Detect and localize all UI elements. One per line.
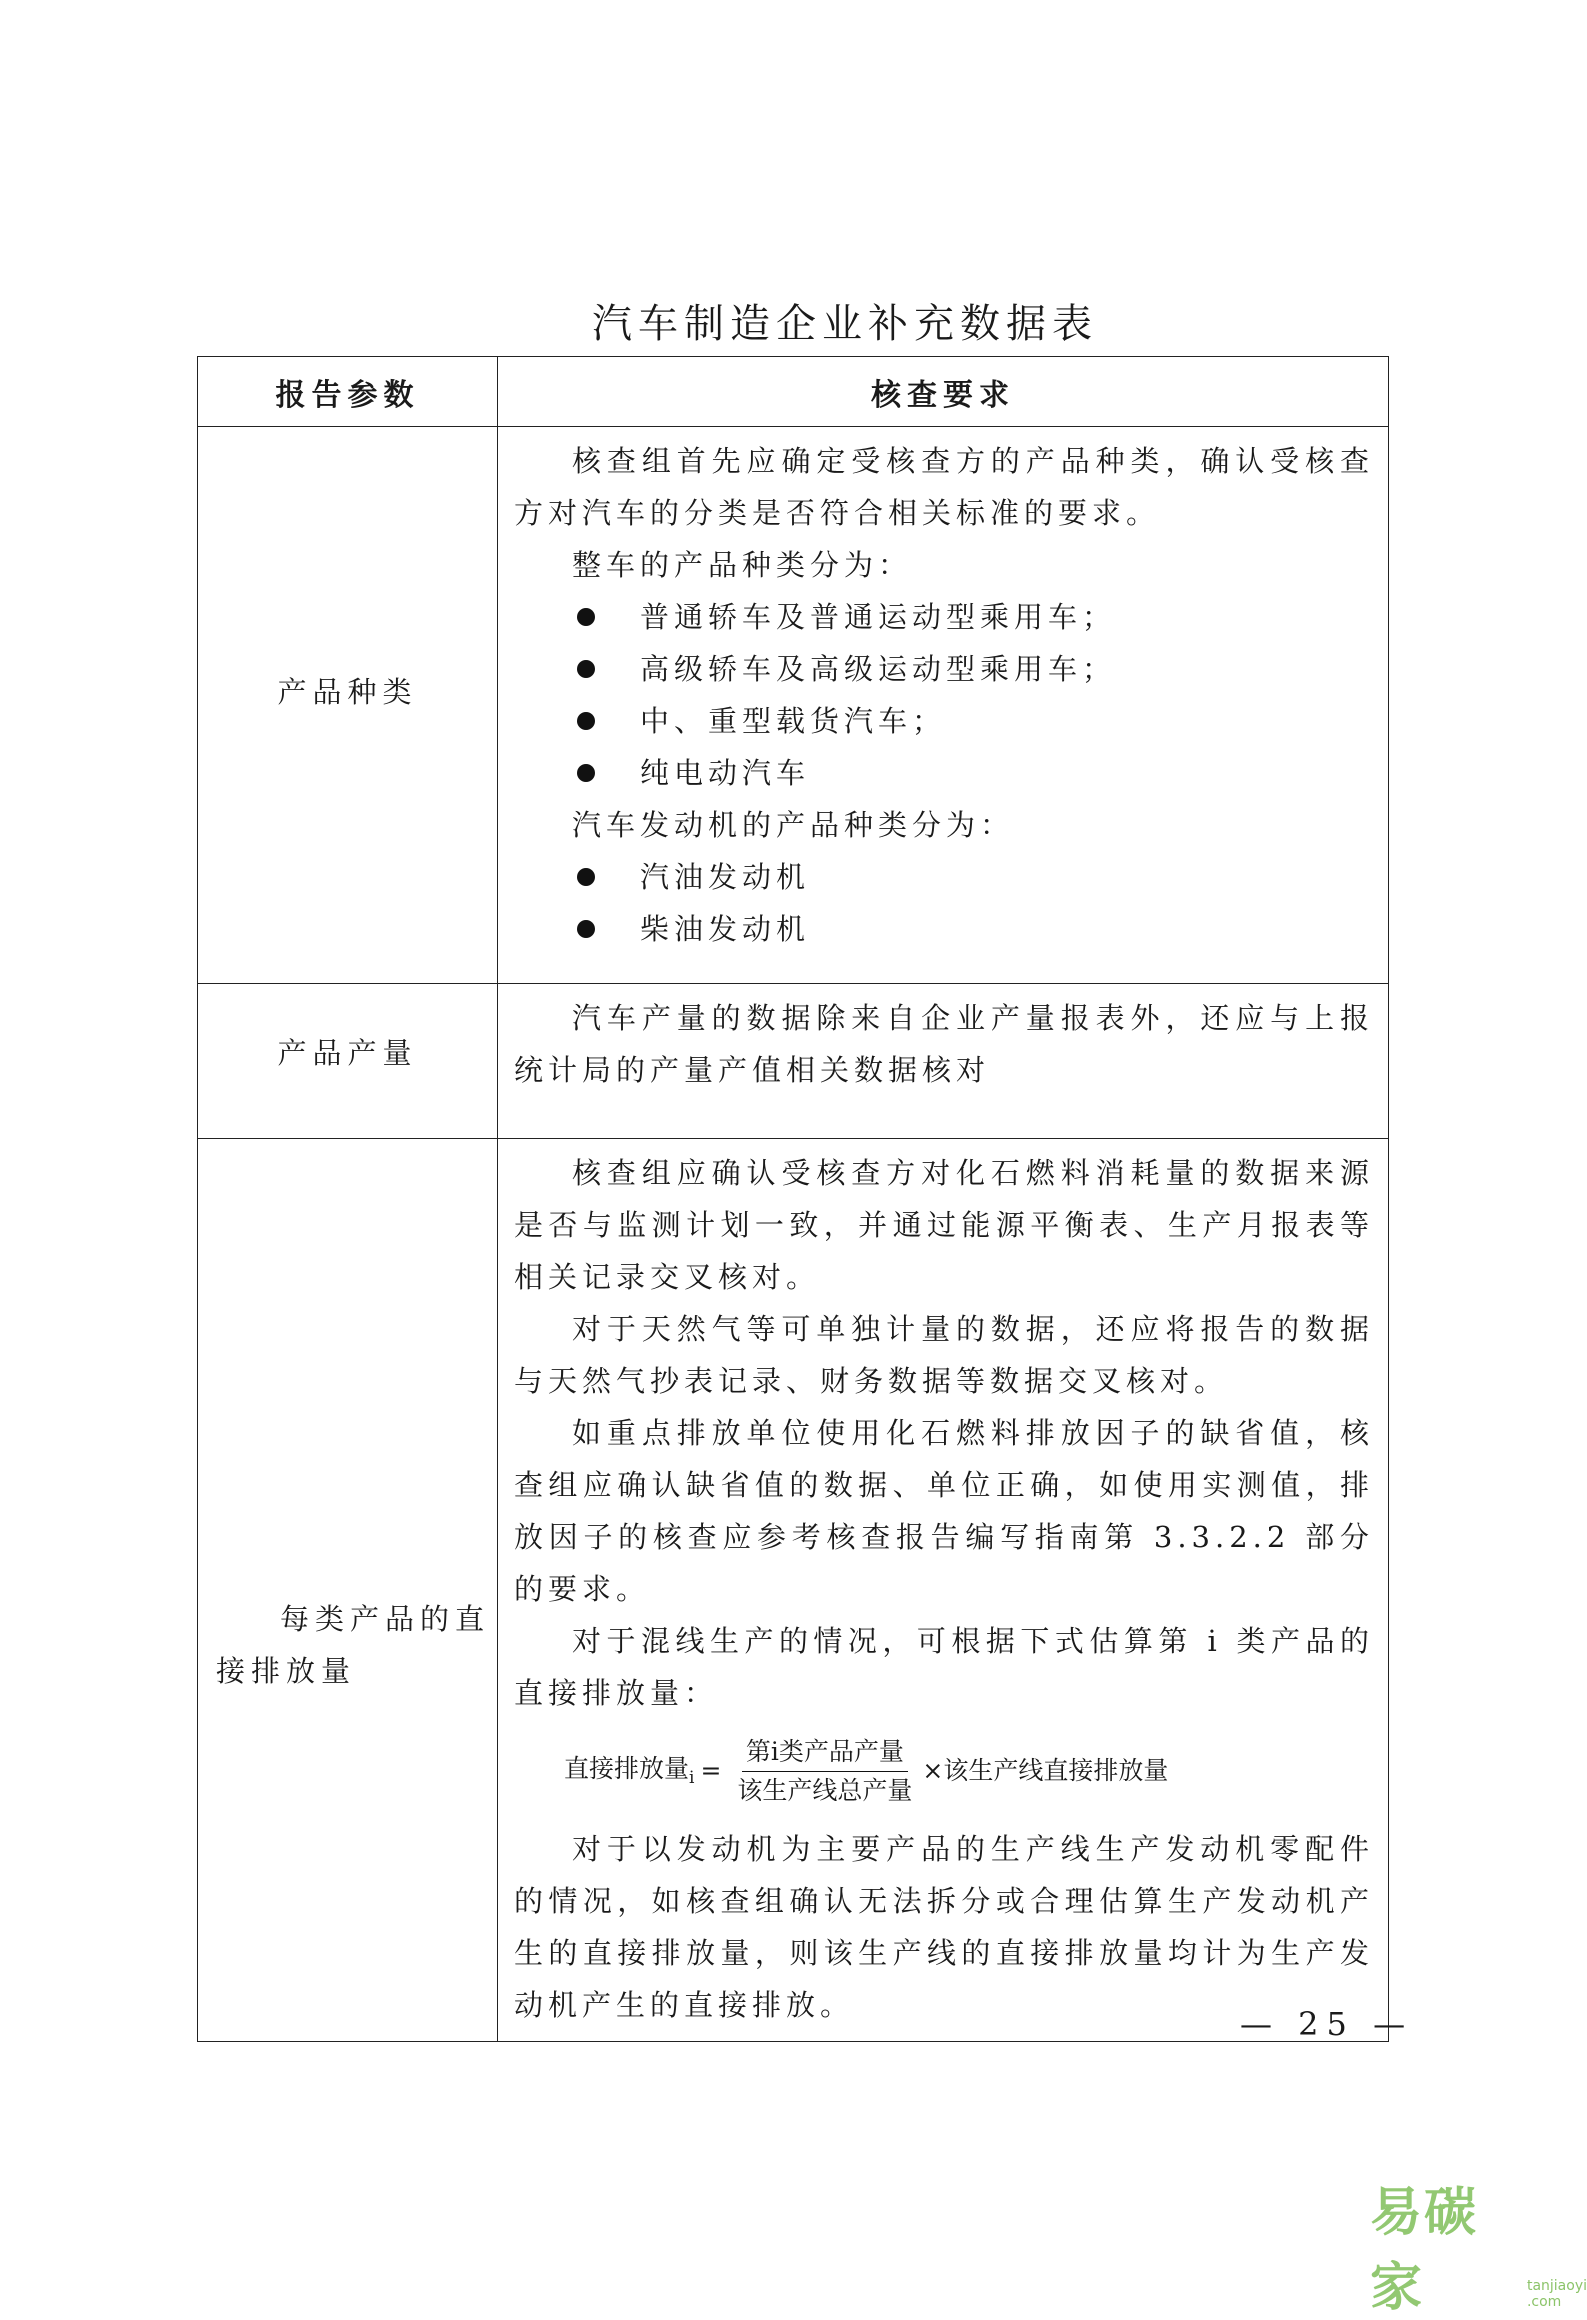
watermark-domain: tanjiaoyi .com [1526,2278,1587,2310]
formula-rhs: 该生产线直接排放量 [943,1756,1169,1785]
row-content-product-output [498,984,1389,1139]
row-label-product-type: 产品种类 [198,427,498,984]
header-report-parameter: 报告参数 [198,357,498,427]
table-row-product-output [198,984,1389,1139]
formula-equals: = [700,1756,722,1785]
bullet-icon [577,920,595,938]
list-item: 普通轿车及普通运动型乘用车； [514,591,1374,643]
bullet-icon [577,608,595,626]
list-item: 纯电动汽车 [514,747,1374,799]
row-label-text: 每类产品的直接排放量 [216,1602,491,1688]
paragraph: 对于天然气等可单独计量的数据，还应将报告的数据与天然气抄表记录、财务数据等数据交叉核对。 [514,1312,1374,1398]
supplementary-data-table [197,356,1389,2042]
table-header-row [198,357,1389,427]
page-number: — 25 — [1240,2005,1414,2043]
paragraph: 核查组应确认受核查方对化石燃料消耗量的数据来源是否与监测计划一致，并通过能源平衡表、生产月报表等相关记录交叉核对。 [514,1156,1374,1294]
list-item: 高级轿车及高级运动型乘用车； [514,643,1374,695]
list-item: 柴油发动机 [514,903,1374,955]
page-title: 汽车制造企业补充数据表 [592,301,1098,347]
paragraph: 对于混线生产的情况，可根据下式估算第 i 类产品的直接排放量： [514,1624,1374,1710]
bullet-icon [577,712,595,730]
row-content-direct-emissions [498,1139,1389,2042]
emission-formula [514,1719,1374,1823]
row-label-product-output: 产品产量 [198,984,498,1139]
list-item: 汽油发动机 [514,851,1374,903]
paragraph: 汽车产量的数据除来自企业产量报表外，还应与上报统计局的产量产值相关数据核对 [514,1001,1374,1087]
formula-lhs: 直接排放量$_i$ [564,1753,695,1788]
row-label-direct-emissions [198,1139,498,2042]
formula-denominator: 该生产线总产量 [737,1775,913,1805]
formula-numerator: 第i类产品产量 [742,1737,908,1772]
row-content-product-type [498,427,1389,984]
bullet-icon [577,868,595,886]
table-row-direct-emissions [198,1139,1389,2042]
paragraph: 整车的产品种类分为： [572,548,913,582]
bullet-icon [577,764,595,782]
table-row-product-type [198,427,1389,984]
bullet-icon [577,660,595,678]
paragraph: 对于以发动机为主要产品的生产线生产发动机零配件的情况，如核查组确认无法拆分或合理估算生产发动机产生的直接排放量，则该生产线的直接排放量均计为生产发动机产生的直接排放。 [514,1832,1374,2022]
header-verification-requirement: 核查要求 [498,357,1389,427]
watermark-text: 易碳家 [1370,2183,1479,2318]
list-item: 中、重型载货汽车； [514,695,1374,747]
paragraph: 如重点排放单位使用化石燃料排放因子的缺省值，核查组应确认缺省值的数据、单位正确，如使用实测值，排放因子的核查应参考核查报告编写指南第 3.3.2.2 部分的要求。 [514,1416,1374,1606]
paragraph: 核查组首先应确定受核查方的产品种类，确认受核查方对汽车的分类是否符合相关标准的要求。 [514,444,1374,530]
watermark-logo [1370,2170,1587,2320]
paragraph: 汽车发动机的产品种类分为： [572,808,1015,842]
formula-fraction [733,1737,916,1806]
formula-times: × [922,1756,944,1785]
